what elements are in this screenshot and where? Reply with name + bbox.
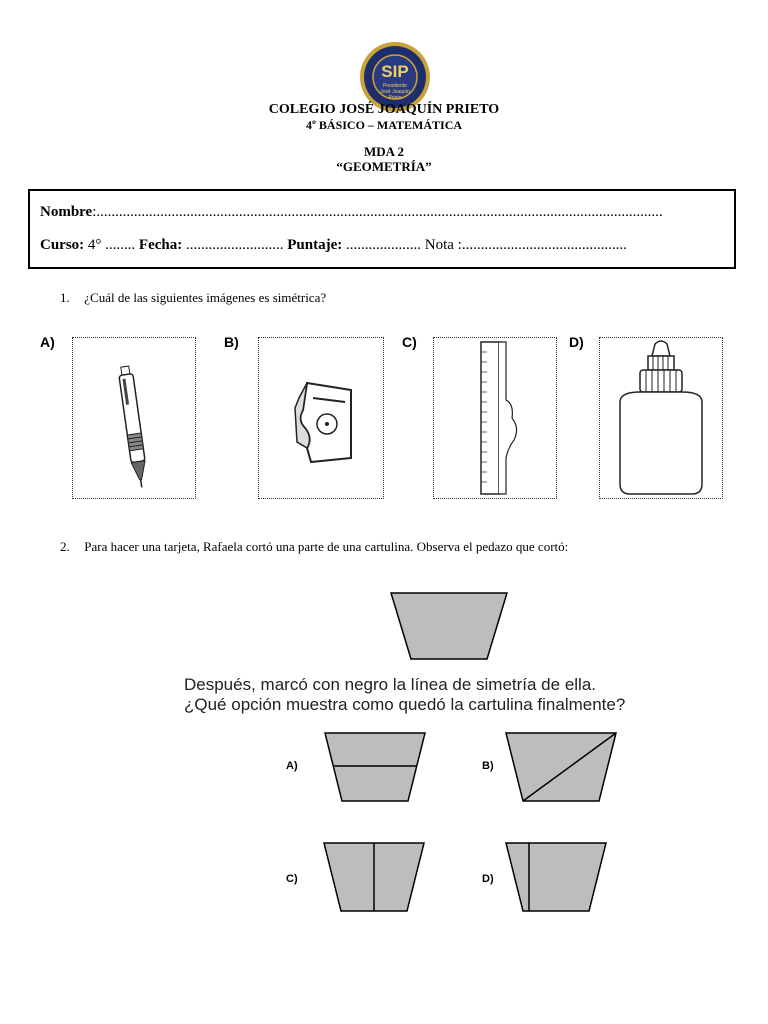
q1-option-c-label[interactable]: C) — [402, 334, 417, 350]
question-1 — [60, 290, 326, 306]
question-2-line-2: ¿Qué opción muestra como quedó la cartulina finalmente? — [184, 695, 626, 714]
question-2-text: Para hacer una tarjeta, Rafaela cortó una parte de una cartulina. Observa el pedazo que cortó: — [84, 539, 569, 554]
student-info-box — [28, 189, 736, 269]
logo-text: SIP — [381, 62, 409, 81]
puntaje-field[interactable]: .................... — [346, 237, 421, 253]
fecha-label: Fecha: — [138, 237, 183, 253]
puntaje-label: Puntaje: — [287, 237, 343, 253]
q1-option-a[interactable] — [72, 337, 196, 499]
q1-option-c[interactable] — [433, 337, 557, 499]
q1-option-d-label[interactable]: D) — [569, 334, 584, 350]
q2-option-b-label[interactable]: B) — [482, 760, 494, 772]
guide-code: MDA 2 — [363, 144, 405, 159]
curso-line — [40, 237, 627, 254]
fecha-field[interactable]: .......................... — [186, 237, 284, 253]
q2-option-c-label[interactable]: C) — [286, 873, 298, 885]
question-2 — [60, 539, 568, 555]
question-2-line-1: Después, marcó con negro la línea de simetría de ella. — [184, 675, 597, 694]
course-subject: 4º BÁSICO – MATEMÁTICA — [305, 118, 463, 132]
guide-topic: “GEOMETRÍA” — [336, 159, 432, 174]
curso-value[interactable]: 4° ........ — [87, 237, 136, 253]
q2-option-a[interactable] — [324, 732, 426, 802]
nombre-label: Nombre — [40, 204, 93, 220]
question-1-number: 1. — [60, 290, 70, 305]
curso-label: Curso: — [40, 237, 85, 253]
q2-option-b[interactable] — [505, 732, 617, 802]
sharpener-icon — [259, 338, 383, 498]
svg-text:Presidente: Presidente — [383, 83, 407, 89]
pen-icon — [73, 338, 195, 498]
svg-text:José Joaquín: José Joaquín — [380, 89, 410, 95]
ruler-icon — [434, 338, 556, 498]
q2-option-c[interactable] — [323, 842, 425, 912]
glue-bottle-icon — [600, 338, 722, 498]
nota-field[interactable]: Nota :............................................ — [424, 237, 627, 253]
q2-option-a-label[interactable]: A) — [286, 760, 298, 772]
q1-option-a-label[interactable]: A) — [40, 334, 55, 350]
question-2-number: 2. — [60, 539, 70, 554]
q1-option-b-label[interactable]: B) — [224, 334, 239, 350]
question-1-text: ¿Cuál de las siguientes imágenes es simétrica? — [84, 290, 327, 305]
q2-option-d-label[interactable]: D) — [482, 873, 494, 885]
school-name: COLEGIO JOSÉ JOAQUÍN PRIETO — [268, 102, 500, 117]
cardboard-piece — [390, 592, 508, 660]
q1-option-b[interactable] — [258, 337, 384, 499]
nombre-dots: :....................................................................................................................................................... — [92, 204, 663, 220]
svg-text:Prieto: Prieto — [388, 95, 402, 101]
q1-option-d[interactable] — [599, 337, 723, 499]
q2-option-d[interactable] — [505, 842, 607, 912]
nombre-line[interactable] — [40, 204, 663, 221]
